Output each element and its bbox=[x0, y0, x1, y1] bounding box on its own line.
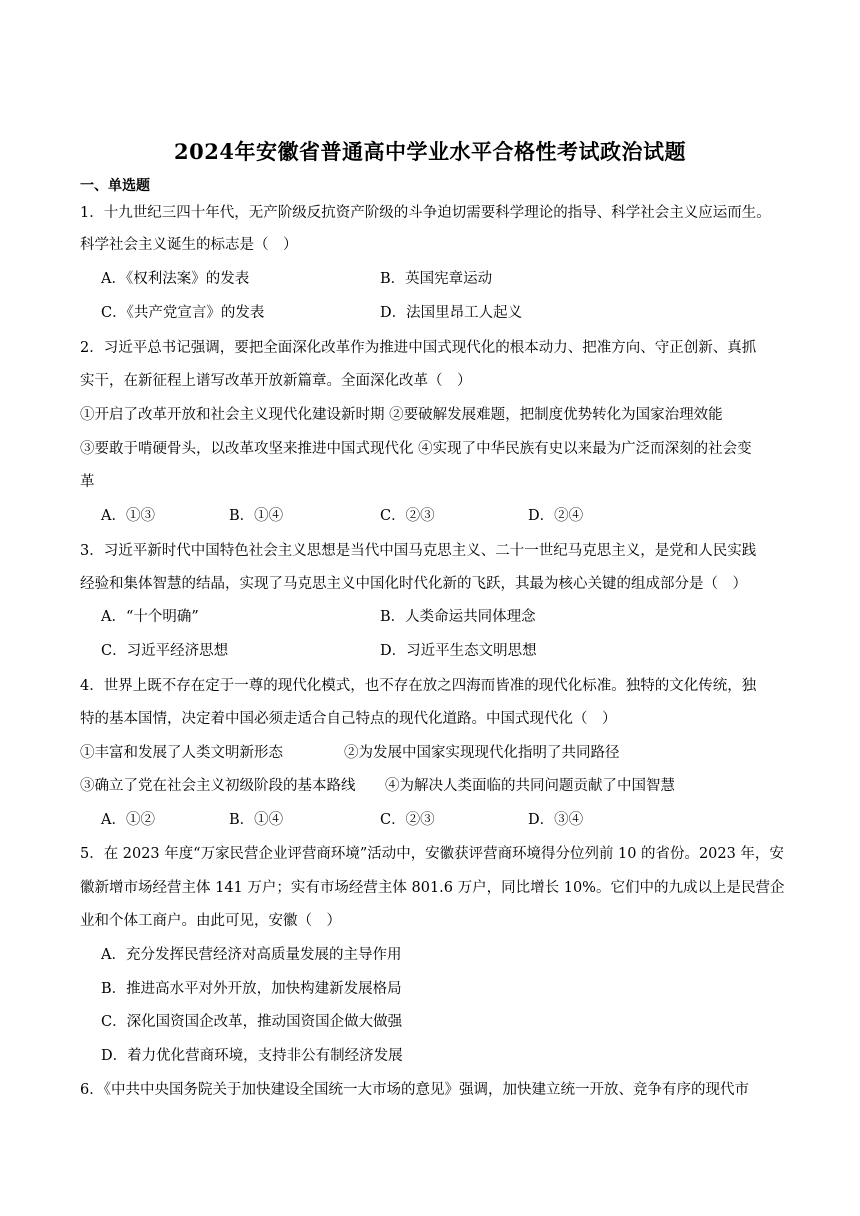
question-5-stem-cont-2: 业和个体工商户。由此可见，安徽（ ） bbox=[80, 913, 341, 929]
question-4-option-a: A．①② bbox=[101, 812, 155, 828]
question-4-statement-3: ③确立了党在社会主义初级阶段的基本路线 bbox=[80, 778, 356, 794]
question-2-option-b: B．①④ bbox=[229, 508, 284, 524]
question-4-statement-4: ④为解决人类面临的共同问题贡献了中国智慧 bbox=[385, 778, 675, 794]
question-5-stem-cont-1: 徽新增市场经营主体 141 万户；实有市场经营主体 801.6 万户，同比增长 10%。它们中的九成以上是民营企 bbox=[80, 880, 785, 896]
question-1-option-a: A．《权利法案》的发表 bbox=[101, 271, 250, 287]
question-6-stem: 6．《中共中央国务院关于加快建设全国统一大市场的意见》强调，加快建立统一开放、竞争有序的现代市 bbox=[80, 1082, 749, 1098]
question-1-option-b: B．英国宪章运动 bbox=[380, 271, 493, 287]
question-5-stem: 5．在 2023 年度“万家民营企业评营商环境”活动中，安徽获评营商环境得分位列前 10 的省份。2023 年，安 bbox=[80, 846, 784, 862]
question-4-option-b: B．①④ bbox=[229, 812, 284, 828]
question-1-option-d: D．法国里昂工人起义 bbox=[380, 305, 523, 321]
question-3-option-c: C．习近平经济思想 bbox=[101, 643, 229, 659]
question-1-stem-cont: 科学社会主义诞生的标志是（ ） bbox=[80, 237, 298, 253]
question-1-stem: 1．十九世纪三四十年代，无产阶级反抗资产阶级的斗争迫切需要科学理论的指导、科学社会主义应运而生。 bbox=[80, 205, 771, 221]
question-2-statement-1: ①开启了改革开放和社会主义现代化建设新时期 ②要破解发展难题，把制度优势转化为国家治理效能 bbox=[80, 407, 723, 423]
question-3-stem: 3．习近平新时代中国特色社会主义思想是当代中国马克思主义、二十一世纪马克思主义，是党和人民实践 bbox=[80, 543, 757, 559]
question-2-stem-cont: 实干，在新征程上谱写改革开放新篇章。全面深化改革（ ） bbox=[80, 373, 472, 389]
question-4-option-c: C．②③ bbox=[380, 812, 435, 828]
question-5-option-d: D．着力优化营商环境，支持非公有制经济发展 bbox=[101, 1048, 403, 1064]
question-2-option-a: A．①③ bbox=[101, 508, 155, 524]
question-4-stem: 4．世界上既不存在定于一尊的现代化模式，也不存在放之四海而皆准的现代化标准。独特的文化传统，独 bbox=[80, 678, 757, 694]
section-heading: 一、单选题 bbox=[80, 178, 150, 194]
question-4-stem-cont: 特的基本国情，决定着中国必须走适合自己特点的现代化道路。中国式现代化（ ） bbox=[80, 711, 617, 727]
question-4-option-d: D．③④ bbox=[528, 812, 584, 828]
question-2-option-d: D．②④ bbox=[528, 508, 584, 524]
question-1-option-c: C．《共产党宣言》的发表 bbox=[101, 305, 265, 321]
question-2-statement-3: 革 bbox=[80, 474, 95, 490]
question-2-statement-2: ③要敢于啃硬骨头，以改革攻坚来推进中国式现代化 ④实现了中华民族有史以来最为广泛而深刻的社会变 bbox=[80, 441, 752, 457]
question-5-option-a: A．充分发挥民营经济对高质量发展的主导作用 bbox=[101, 947, 402, 963]
question-3-option-a: A．“十个明确” bbox=[101, 609, 199, 625]
question-5-option-c: C．深化国资国企改革，推动国资国企做大做强 bbox=[101, 1014, 403, 1030]
page-title: 2024年安徽省普通高中学业水平合格性考试政治试题 bbox=[174, 139, 686, 164]
question-4-statement-1: ①丰富和发展了人类文明新形态 bbox=[80, 745, 283, 761]
question-4-statement-2: ②为发展中国家实现现代化指明了共同路径 bbox=[344, 745, 620, 761]
question-3-stem-cont: 经验和集体智慧的结晶，实现了马克思主义中国化时代化新的飞跃，其最为核心关键的组成部分是（ ） bbox=[80, 576, 747, 592]
question-3-option-d: D．习近平生态文明思想 bbox=[380, 643, 537, 659]
question-3-option-b: B．人类命运共同体理念 bbox=[380, 609, 536, 625]
question-5-option-b: B．推进高水平对外开放，加快构建新发展格局 bbox=[101, 981, 402, 997]
question-2-option-c: C．②③ bbox=[380, 508, 435, 524]
question-2-stem: 2．习近平总书记强调，要把全面深化改革作为推进中国式现代化的根本动力、把准方向、守正创新、真抓 bbox=[80, 340, 757, 356]
